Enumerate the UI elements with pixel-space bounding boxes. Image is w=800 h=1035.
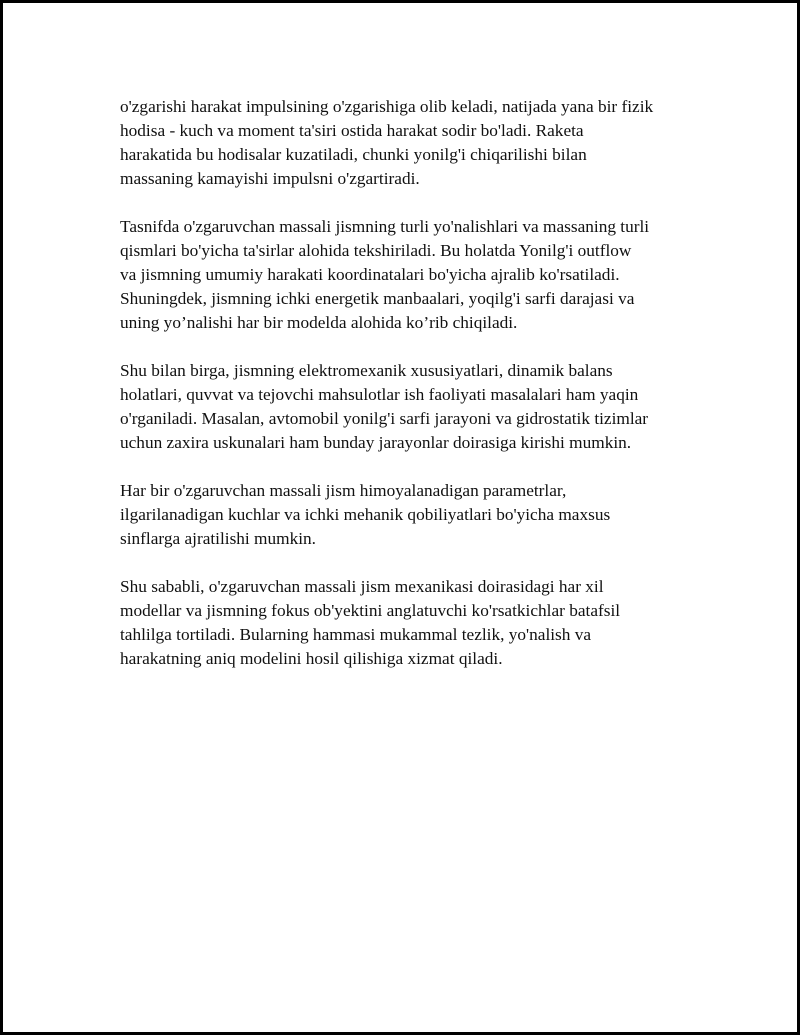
- paragraph-3: Shu bilan birga, jismning elektromexanik xususiyatlari, dinamik balans holatlari, quvvat va tejovchi mahsulotlar ish faoliyati masalalari ham yaqin o'rganiladi. Masalan, avtomobil yonilg'i sarfi jarayoni va gidrostatik tizimlar uchun zaxira uskunalari ham bunday jarayonlar doirasiga kirishi mumkin.: [120, 361, 649, 452]
- paragraph-1: o'zgarishi harakat impulsining o'zgarishiga olib keladi, natijada yana bir fizik hodisa - kuch va moment ta'siri ostida harakat sodir bo'ladi. Raketa harakatida bu hodisalar kuzatiladi, chunki yonilg'i chiqarilishi bilan massaning kamayishi impulsni o'zgartiradi.: [120, 97, 654, 188]
- paragraph-4: Har bir o'zgaruvchan massali jism himoyalanadigan parametrlar, ilgarilanadigan kuchlar va ichki mehanik qobiliyatlari bo'yicha maxsus sinflarga ajratilishi mumkin.: [120, 481, 611, 548]
- document-body: [120, 95, 700, 695]
- paragraph-2: Tasnifda o'zgaruvchan massali jismning turli yo'nalishlari va massaning turli qismlari bo'yicha ta'sirlar alohida tekshiriladi. Bu holatda Yonilg'i outflow va jismning umumiy harakati koordinatalari bo'yicha ajralib ko'rsatiladi. Shuningdek, jismning ichki energetik manbaalari, yoqilg'i sarfi darajasi va uning yo’nalishi har bir modelda alohida ko’rib chiqiladi.: [120, 217, 650, 332]
- paragraph-5: Shu sababli, o'zgaruvchan massali jism mexanikasi doirasidagi har xil modellar va jismning fokus ob'yektini anglatuvchi ko'rsatkichlar batafsil tahlilga tortiladi. Bularning hammasi mukammal tezlik, yo'nalish va harakatning aniq modelini hosil qilishiga xizmat qiladi.: [120, 577, 621, 668]
